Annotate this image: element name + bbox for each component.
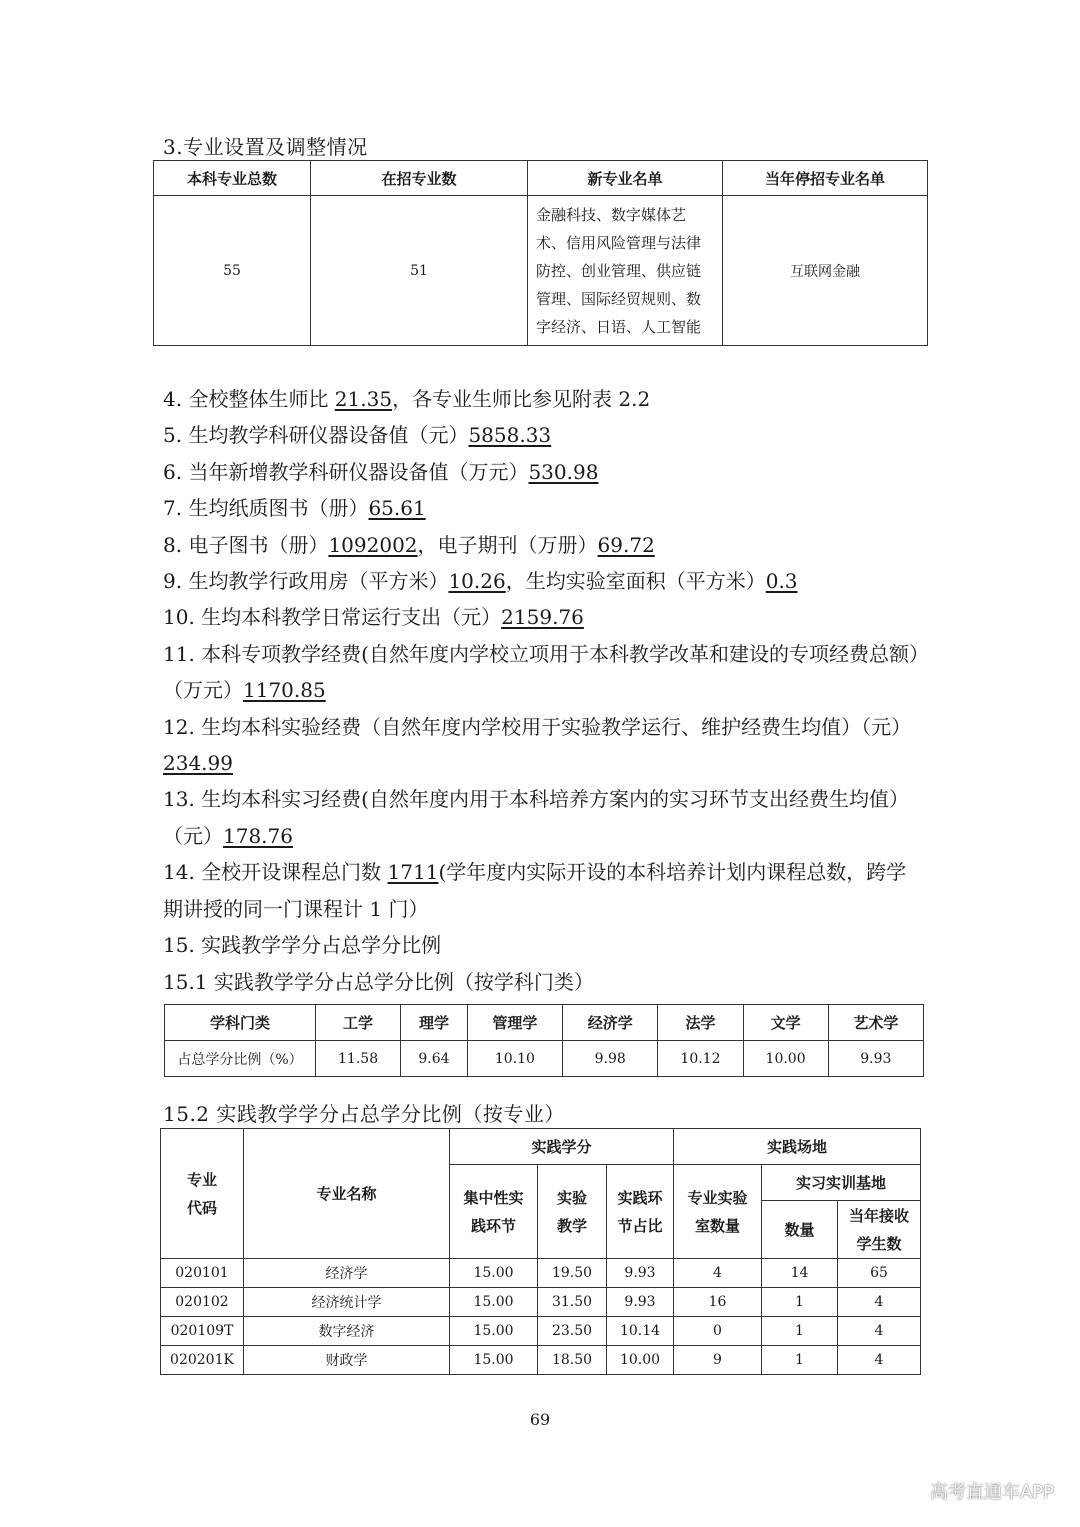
stat-item: 4. 全校整体生师比 21.35，各专业生师比参见附表 2.2 [163,387,651,411]
table-cell: 数字经济 [244,1317,450,1346]
header-science: 理学 [401,1005,468,1041]
stat-item: 12. 生均本科实验经费（自然年度内学校用于实验教学运行、维护经费生均值）（元）234.99 [163,714,912,776]
header-management: 管理学 [467,1005,562,1041]
header-students-received: 当年接收学生数 [838,1201,921,1259]
table-cell: 15.00 [450,1317,538,1346]
table-cell: 15.00 [450,1288,538,1317]
table-cell: 4 [838,1317,921,1346]
table-cell: 16 [674,1288,762,1317]
stat-item: 15. 实践教学学分占总学分比例 [163,933,442,958]
header-practice-credits: 实践学分 [450,1129,674,1165]
table-cell: 020102 [161,1288,244,1317]
stat-item: 15.1 实践教学学分占总学分比例（按学科门类） [163,969,594,994]
credit-ratio-by-major-table [160,1128,921,1375]
table-row [161,1288,921,1317]
stat-item: 7. 生均纸质图书（册）65.61 [163,496,426,521]
stat-item: 14. 全校开设课程总门数 1711(学年度内实际开设的本科培养计划内课程总数，跨学期讲授的同一门课程计 1 门） [163,860,907,921]
stat-item: 8. 电子图书（册）1092002，电子期刊（万册）69.72 [163,532,655,557]
ratio-value: 9.98 [563,1041,658,1077]
header-law: 法学 [658,1005,743,1041]
table-cell: 18.50 [538,1346,607,1375]
header-arts: 艺术学 [828,1005,923,1041]
stat-item: 9. 生均教学行政用房（平方米）10.26，生均实验室面积（平方米）0.3 [163,569,798,594]
header-engineering: 工学 [316,1005,401,1041]
stat-item: 10. 生均本科教学日常运行支出（元）2159.76 [163,605,584,630]
page-number: 69 [529,1410,551,1429]
table-cell: 财政学 [244,1346,450,1375]
table-cell: 19.50 [538,1259,607,1288]
header-lab-count: 专业实验室数量 [674,1165,762,1259]
stat-item: 5. 生均教学科研仪器设备值（元）5858.33 [163,423,552,448]
table-cell: 020101 [161,1259,244,1288]
stat-item: 6. 当年新增教学科研仪器设备值（万元）530.98 [163,459,599,484]
table-cell: 14 [762,1259,838,1288]
ratio-value: 11.58 [316,1041,401,1077]
header-base-count: 数量 [762,1201,838,1259]
table-cell: 31.50 [538,1288,607,1317]
header-experiment-teaching: 实验教学 [538,1165,607,1259]
watermark: 高考直通车APP [929,1482,1054,1503]
table-cell: 10.00 [607,1346,674,1375]
ratio-value: 9.93 [828,1041,923,1077]
table-cell: 020109T [161,1317,244,1346]
ratio-value: 10.00 [743,1041,828,1077]
new-majors-list: 金融科技、数字媒体艺术、信用风险管理与法律防控、创业管理、供应链管理、国际经贸规则、数字经济、日语、人工智能 [528,196,723,346]
table-cell: 65 [838,1259,921,1288]
table-row [161,1317,921,1346]
credit-ratio-by-discipline-table [164,1004,924,1077]
table-cell: 1 [762,1317,838,1346]
table-cell: 020201K [161,1346,244,1375]
table-cell: 经济学 [244,1259,450,1288]
table-cell: 4 [838,1288,921,1317]
statistics-list [163,381,923,1000]
table-row [161,1346,921,1375]
header-total-majors: 本科专业总数 [154,161,311,196]
stat-item: 11. 本科专项教学经费(自然年度内学校立项用于本科教学改革和建设的专项经费总额）（万元）1170.85 [163,641,919,703]
header-literature: 文学 [743,1005,828,1041]
header-major-name: 专业名称 [244,1129,450,1259]
table-cell: 15.00 [450,1346,538,1375]
major-settings-table [153,160,928,346]
table-cell: 1 [762,1288,838,1317]
ratio-value: 10.12 [658,1041,743,1077]
section-3-title: 3.专业设置及调整情况 [163,135,368,159]
header-practice-ratio: 实践环节占比 [607,1165,674,1259]
table-cell: 4 [674,1259,762,1288]
header-stopped-majors: 当年停招专业名单 [723,161,928,196]
table-row [161,1259,921,1288]
ratio-value: 9.64 [401,1041,468,1077]
header-training-base: 实习实训基地 [762,1165,921,1201]
enrolling-majors-value: 51 [311,196,528,346]
section-15-2-title: 15.2 实践教学学分占总学分比例（按专业） [163,1102,565,1126]
table-cell: 9 [674,1346,762,1375]
table-cell: 9.93 [607,1288,674,1317]
header-enrolling-majors: 在招专业数 [311,161,528,196]
table-cell: 0 [674,1317,762,1346]
table-cell: 4 [838,1346,921,1375]
table-cell: 10.14 [607,1317,674,1346]
header-economics: 经济学 [563,1005,658,1041]
total-majors-value: 55 [154,196,311,346]
table-cell: 经济统计学 [244,1288,450,1317]
row-label-ratio: 占总学分比例（%） [165,1041,316,1077]
table-cell: 9.93 [607,1259,674,1288]
header-major-code: 专业代码 [161,1129,244,1259]
table-cell: 1 [762,1346,838,1375]
ratio-value: 10.10 [467,1041,562,1077]
stopped-majors-value: 互联网金融 [723,196,928,346]
header-practice-sites: 实践场地 [674,1129,921,1165]
stat-item: 13. 生均本科实习经费(自然年度内用于本科培养方案内的实习环节支出经费生均值）（元）178.76 [163,787,909,848]
table-cell: 23.50 [538,1317,607,1346]
header-concentrated-practice: 集中性实践环节 [450,1165,538,1259]
header-new-majors: 新专业名单 [528,161,723,196]
header-discipline: 学科门类 [165,1005,316,1041]
table-cell: 15.00 [450,1259,538,1288]
